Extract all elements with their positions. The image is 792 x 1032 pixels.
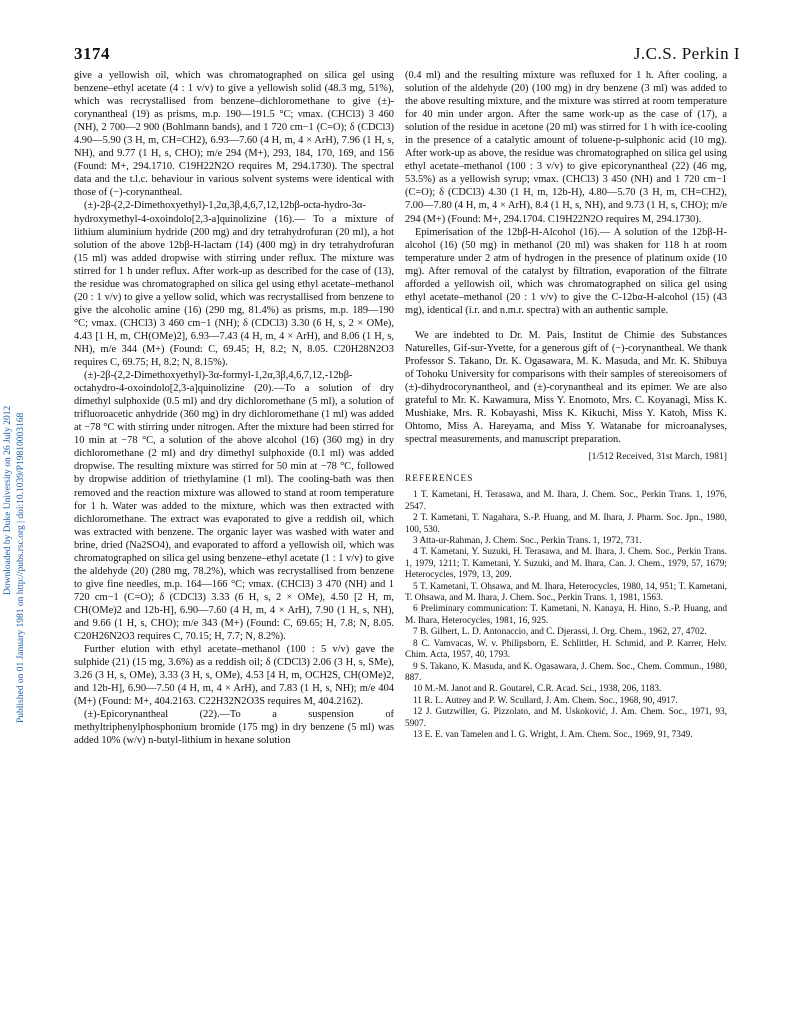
paragraph: give a yellowish oil, which was chromatographed on silica gel using benzene–ethyl acetate (4 : 1 v/v) to give a yellowish solid (48.3 mg, 51%), which was recrystallised from benzene–dichloromethane to give (±)-corynantheal (19) as prisms, m.p. 190—191.5 °C; νmax. (CHCl3) 3 460 (NH), 2 700—2 900 (Bohlmann bands), and 1 720 cm−1 (C=O); δ (CDCl3) 4.90—5.90 (3 H, m, CH=CH2), 6.93—7.60 (4 H, m, 4 × ArH), 7.96 (1 H, s, NH), and 9.77 (1 H, s, CHO); m/e 294 (M+), 293, 184, 170, 169, and 156 (Found: M+, 294.1710. C19H22N2O requires M, 294.1730). The spectral data and the t.l.c. behaviour in various solvent systems were identical with those of (−)-corynantheal. [74,70,394,199]
left-column [74,69,394,747]
download-notice-line[interactable]: Downloaded by Duke University on 26 July 2012 [3,405,13,595]
paragraph: Further elution with ethyl acetate–methanol (100 : 5 v/v) gave the sulphide (21) (15 mg, 3.6%) as a reddish oil; δ (CDCl3) 2.06 (3 H, s, SMe), 3.26 (3 H, s, OMe), 3.33 (3 H, s, OMe), 4.53 [4 H, m, OCH2S, CH(OMe)2, and 12b-H], 6.90—7.50 (4 H, m, 4 × ArH), and 7.83 (1 H, s, NH); m/e 404 (M+) (Found: M+, 404.2163. C22H32N2O3S requires M, 404.2162). [74,644,394,708]
reference-item: 6 Preliminary communication: T. Kametani, N. Kanaya, H. Hino, S.-P. Huang, and M. Ihara, Heterocycles, 1981, 16, 925. [405,604,727,626]
paragraph: Epimerisation of the 12bβ-H-Alcohol (16).— A solution of the 12bβ-H-alcohol (16) (50 mg) in methanol (20 ml) was shaken for 118 h at room temperature under 2 atm of hydrogen in the presence of platinum oxide (10 mg). After removal of the catalyst by filtration, evaporation of the filtrate afforded a yellowish oil, which was chromatographed on silica gel using ethyl acetate–methanol (20 : 1 v/v) to give the C-12bα-H-alcohol (15) (43 mg), identical (i.r. and n.m.r. spectra) with an authentic sample. [405,226,727,316]
page-number: 3174 [74,44,110,63]
right-column [405,69,727,741]
paragraph: (±)-Epicorynantheal (22).—To a suspension of methyltriphenylphosphonium bromide (175 mg) in dry benzene (5 ml) was added 10% (w/v) n-butyl-lithium in hexane solution [74,709,394,747]
reference-item: 12 J. Gutzwiller, G. Pizzolato, and M. Uskoković, J. Am. Chem. Soc., 1971, 93, 5907. [405,707,727,729]
reference-item: 11 R. L. Autrey and P. W. Scullard, J. Am. Chem. Soc., 1968, 90, 4917. [413,695,678,706]
acknowledgements: We are indebted to Dr. M. Pais, Institut de Chimie des Substances Naturelles, Gif-sur-Yvette, for a generous gift of (−)-corynantheal. We thank Professor S. Takano, Dr. K. Ogasawara, M. K. Masuda, and Mr. K. Shibuya of Tohoku University for comparisons with their samples of stereoisomers of (±)-dihydrocorynantheol, and (±)-corynantheal and its epimer. We are also grateful to Mr. K. Kawamura, Miss Y. Enomoto, Mrs. C. Koyanagi, Miss K. Mushiake, Mrs. R. Kobayashi, Miss K. Kikuchi, Miss Y. Katoh, Miss K. Ohtomo, Miss A. Hareyama, and Miss Y. Watanabe for microanalyses, spectral measurements, and manuscript preparation. [405,329,727,446]
journal-title: J.C.S. Perkin I [633,44,740,63]
reference-item: 4 T. Kametani, Y. Suzuki, H. Terasawa, and M. Ihara, J. Chem. Soc., Perkin Trans. 1, 1979, 1211; T. Kametani, Y. Suzuki, and M. Ihara, Can. J. Chem., 1979, 57, 1679; Heterocycles, 1979, 13, 209. [405,547,727,581]
paragraph: (±)-2β-(2,2-Dimethoxyethyl)-1,2α,3β,4,6,7,12,12bβ-octa-hydro-3α-hydroxymethyl-4-oxoindolo[2,3-a]quinolizine (16).— To a mixture of lithium aluminium hydride (200 mg) and dry tetrahydrofuran (20 ml), a hot solution of the above 12bβ-H-lactam (14) (400 mg) in dry tetrahydrofuran (15 ml) was added dropwise with stirring under reflux. The mixture was stirred for 1 h under reflux. After work-up as described for the case of (13), the residue was chromatographed on silica gel using ethyl acetate–methanol (20 : 1 v/v) to give a yellow solid, which was recrystallised from benzene to give the alcoholic amine (16) (290 mg, 81.4%) as prisms, m.p. 189—190 °C; νmax. (CHCl3) 3 460 cm−1 (NH); δ (CDCl3) 3.30 (6 H, s, 2 × OMe), 4.43 [1 H, m, CH(OMe)2], 6.93—7.43 (4 H, m, 4 × ArH), and 8.06 (1 H, s, NH), m/e 344 (M+) (Found: C, 69.45; H, 8.2; N, 8.05. C20H28N2O3 requires C, 69.75; H, 8.2; N, 8.15%). [74,200,394,369]
paragraph: (0.4 ml) and the resulting mixture was refluxed for 1 h. After cooling, a solution of the aldehyde (20) (100 mg) in dry benzene (3 ml) was added to the above resulting mixture, and the mixture was stirred at room temperature for 40 min under argon. After the same work-up as the case of (17), a solution of the residue in acetone (20 ml) was stirred for 1 h with ice-cooling in the presence of a catalytic amount of toluene-p-sulphonic acid (10 mg). After work-up as above, the residue was chromatographed on silica gel using ethyl acetate–methanol (100 : 3 v/v) to give epicorynantheal (22) (46 mg, 53.5%) as a yellowish syrup; νmax. (CHCl3) 3 450 (NH) and 1 720 cm−1 (C=O); δ (CDCl3) 4.30 (1 H, m, 12b-H), 4.80—5.70 (3 H, m, CH=CH2), 7.00—7.80 (4 H, m, 4 × ArH), 8.4 (1 H, s, NH), and 9.73 (1 H, s, CHO); m/e 294 (M+) (Found: M+, 294.1704. C19H22N2O requires M, 294.1730). [405,70,727,225]
received-date: [1/512 Received, 31st March, 1981] [588,451,727,463]
download-notice [2,165,30,725]
paragraph: (±)-2β-(2,2-Dimethoxyethyl)-3α-formyl-1,2α,3β,4,6,7,12,-12bβ-octahydro-4-oxoindolo[2,3-a]quinolizine (20).—To a solution of dry dimethyl sulphoxide (0.5 ml) and dry dichloromethane (5 ml), a solution of trifluoroacetic anhydride (360 mg) in dry dichloromethane (1 ml) was added at −78 °C with stirring under nitrogen. After the mixture had been stirred for 10 min at −78 °C, a solution of the above alcohol (16) (360 mg) in dry dichloromethane (2 ml) and dry dimethyl sulphoxide (0.1 ml) was added dropwise. The resulting mixture was stirred for 50 min at −78 °C, followed by dropwise addition of triethylamine (1 ml). The cooling-bath was then removed and the reaction mixture was allowed to stand at room temperature for 1 h. Water was added to the mixture, which was then extracted with dichloromethane. The extract was evaporated to give a reddish oil, which was extracted with benzene. The organic layer was washed with water and brine, dried (Na2SO4), and evaporated to afford a yellowish oil, which was chromatographed on silica gel using benzene–ethyl acetate (1 : 1 v/v) to give the aldehyde (20) (280 mg, 78.2%), which was recrystallised from benzene to give fine needles, m.p. 164—166 °C; νmax. (CHCl3) 3 470 (NH) and 1 720 cm−1 (C=O); δ (CDCl3) 3.33 (6 H, s, 2 × OMe), 4.50 [2 H, m, CH(OMe)2 and 12b-H], 6.90—7.60 (4 H, m, 4 × ArH), 7.90 (1 H, s, NH), and 9.66 (1 H, s, CHO); m/e 343 (M+) (Found: C, 69.65; H, 7.8; N, 8.05. C20H26N2O3 requires C, 70.15; H, 7.7; N, 8.2%). [74,370,394,643]
reference-item: 7 B. Gilbert, L. D. Antonaccio, and C. Djerassi, J. Org. Chem., 1962, 27, 4702. [413,627,707,638]
reference-item: 10 M.-M. Janot and R. Goutarel, C.R. Acad. Sci., 1938, 206, 1183. [413,684,662,695]
reference-item: 8 C. Vamvacas, W. v. Philipsborn, E. Schlittler, H. Schmid, and P. Karrer, Helv. Chim. Acta, 1957, 40, 1793. [405,638,727,661]
reference-item: 5 T. Kametani, T. Ohsawa, and M. Ihara, Heterocycles, 1980, 14, 951; T. Kametani, T. Ohsawa, and M. Ihara, J. Chem. Soc., Perkin Trans. 1, 1981, 1563. [405,581,727,604]
reference-list [405,490,727,741]
reference-item: 3 Atta-ur-Rahman, J. Chem. Soc., Perkin Trans. 1, 1972, 731. [413,536,642,547]
reference-item: 1 T. Kametani, H. Terasawa, and M. Ihara, J. Chem. Soc., Perkin Trans. 1, 1976, 2547. [405,490,727,512]
reference-item: 13 E. E. van Tamelen and I. G. Wright, J. Am. Chem. Soc., 1969, 91, 7349. [413,729,693,740]
reference-item: 2 T. Kametani, T. Nagahara, S.-P. Huang, and M. Ihara, J. Pharm. Soc. Jpn., 1980, 100, 530. [405,513,727,535]
references-heading: REFERENCES [405,474,474,485]
reference-item: 9 S. Takano, K. Masuda, and K. Ogasawara, J. Chem. Soc., Chem. Commun., 1980, 887. [405,661,727,683]
publication-doi-link[interactable]: Published on 01 January 1981 on http://pubs.rsc.org | doi:10.1039/P19810003168 [16,412,26,723]
